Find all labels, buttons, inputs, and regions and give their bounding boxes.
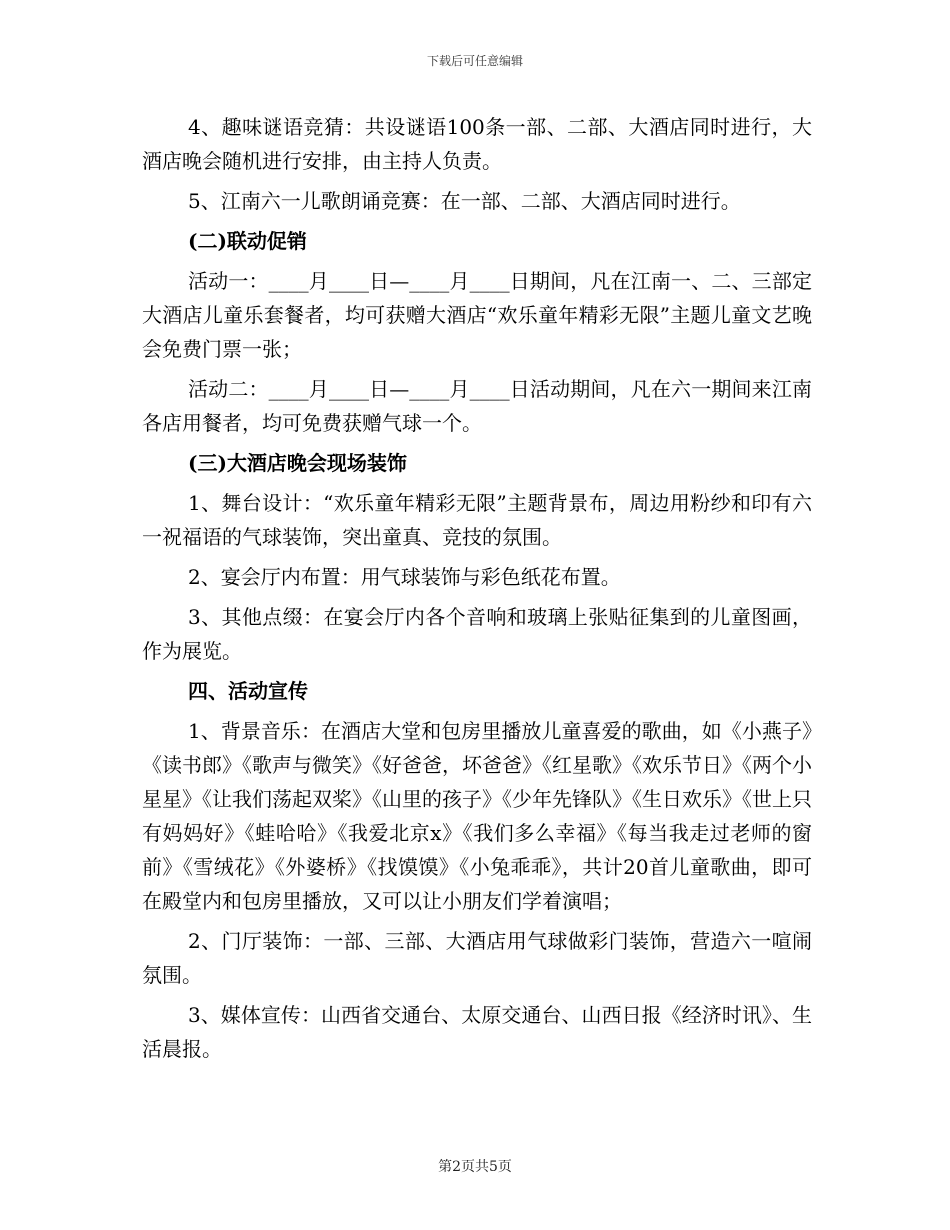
section-heading-joint-promotion: (二)联动促销 (188, 229, 307, 253)
page-header: 下载后可任意编辑 (426, 54, 523, 68)
paragraph-lobby-decoration: 2、门厅装饰：一部、三部、大酒店用气球做彩门装饰，营造六一喧闹氛围。 (142, 929, 812, 987)
page-footer: 第2页共5页 (438, 1159, 512, 1175)
paragraph-other-decoration: 3、其他点缀：在宴会厅内各个音响和玻璃上张贴征集到的儿童图画，作为展览。 (142, 605, 812, 663)
paragraph-hall-layout: 2、宴会厅内布置：用气球装饰与彩色纸花布置。 (188, 565, 621, 589)
paragraph-activity-one: 活动一：____月____日—____月____日期间，凡在江南一、二、三部定大酒店儿童乐套餐者，均可获赠大酒店“欢乐童年精彩无限”主题儿童文艺晚会免费门票一张； (142, 269, 812, 361)
section-heading-venue-decoration: (三)大酒店晚会现场装饰 (188, 451, 407, 475)
paragraph-background-music: 1、背景音乐：在酒店大堂和包房里播放儿童喜爱的歌曲，如《小燕子》《读书郎》《歌声与微笑》《好爸爸，坏爸爸》《红星歌》《欢乐节日》《两个小星星》《让我们荡起双桨》《山里的孩子》《少年先锋队》《生日欢乐》《世上只有妈妈好》《蛙哈哈》《我爱北京x》《我们多么幸福》《每当我走过老师的窗前》《雪绒花》《外婆桥》《找馍馍》《小兔乖乖》，共计20首儿童歌曲，即可在殿堂内和包房里播放，又可以让小朋友们学着演唱； (142, 719, 812, 913)
paragraph-riddle-contest: 4、趣味谜语竞猜：共设谜语100条一部、二部、大酒店同时进行，大酒店晚会随机进行安排，由主持人负责。 (142, 115, 812, 173)
paragraph-stage-design: 1、舞台设计：“欢乐童年精彩无限”主题背景布，周边用粉纱和印有六一祝福语的气球装饰，突出童真、竞技的氛围。 (142, 491, 812, 549)
paragraph-media-publicity: 3、媒体宣传：山西省交通台、太原交通台、山西日报《经济时讯》、生活晨报。 (142, 1003, 812, 1061)
document-body (142, 110, 812, 1072)
paragraph-recitation-contest: 5、江南六一儿歌朗诵竞赛：在一部、二部、大酒店同时进行。 (188, 189, 741, 213)
section-heading-publicity: 四、活动宣传 (188, 679, 308, 703)
paragraph-activity-two: 活动二：____月____日—____月____日活动期间，凡在六一期间来江南各店用餐者，均可免费获赠气球一个。 (142, 377, 812, 435)
